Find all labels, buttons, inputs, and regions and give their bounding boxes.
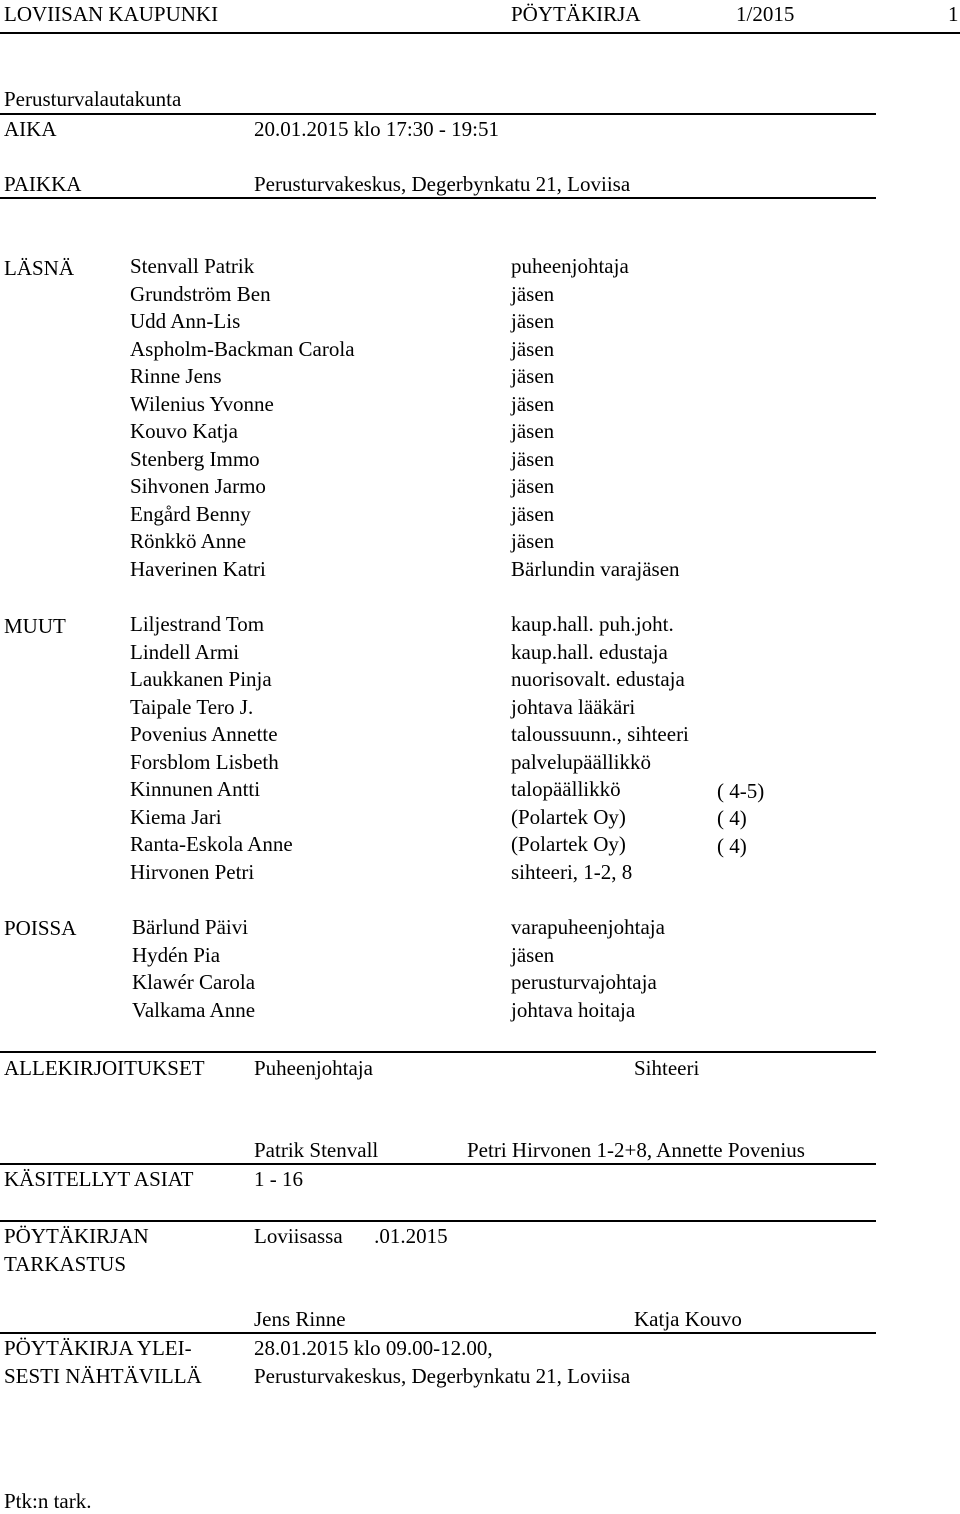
lasna-name: Stenberg Immo — [130, 446, 260, 471]
muut-role: sihteeri, 1-2, 8 — [511, 859, 633, 884]
lasna-name: Udd Ann-Lis — [130, 309, 241, 333]
muut-name: Kinnunen Antti — [130, 777, 261, 801]
secretary-names: Petri Hirvonen 1-2+8, Annette Povenius — [467, 1138, 805, 1162]
poissa-role: johtava hoitaja — [511, 997, 636, 1022]
muut-name: Ranta-Eskola Anne — [130, 832, 293, 856]
tarkastus-place-date: Loviisassa .01.2015 — [254, 1224, 448, 1248]
lasna-name: Grundström Ben — [130, 281, 271, 306]
lasna-role: jäsen — [511, 336, 555, 361]
tarkastus-divider — [0, 1220, 876, 1222]
muut-name: Taipale Tero J. — [130, 694, 254, 719]
checker-2: Katja Kouvo — [634, 1307, 742, 1331]
muut-role: palvelupäällikkö — [511, 749, 651, 774]
lasna-name: Engård Benny — [130, 501, 251, 526]
paikka-label: PAIKKA — [4, 172, 82, 196]
initials-label: Ptk:n tark. — [4, 1489, 92, 1513]
lasna-name: Haverinen Katri — [130, 556, 266, 581]
checker-1: Jens Rinne — [254, 1307, 346, 1331]
aika-label: AIKA — [4, 117, 57, 141]
muut-role: kaup.hall. puh.joht. — [511, 612, 674, 636]
lasna-names — [130, 253, 355, 583]
nahtavilla-label-1: PÖYTÄKIRJA YLEI- — [4, 1336, 192, 1360]
lasna-role: jäsen — [511, 529, 555, 553]
lasna-name: Wilenius Yvonne — [130, 391, 274, 416]
paikka-value: Perusturvakeskus, Degerbynkatu 21, Loviisa — [254, 172, 631, 196]
signatures-label: ALLEKIRJOITUKSET — [4, 1056, 205, 1080]
lasna-role: jäsen — [511, 391, 555, 416]
board-divider — [0, 113, 876, 115]
signatures-divider — [0, 1051, 876, 1053]
muut-name: Laukkanen Pinja — [130, 667, 272, 691]
lasna-role: puheenjohtaja — [511, 254, 629, 278]
tarkastus-label-1: PÖYTÄKIRJAN — [4, 1224, 149, 1248]
kasitellyt-label: KÄSITELLYT ASIAT — [4, 1167, 194, 1191]
lasna-role: jäsen — [511, 309, 555, 333]
lasna-name: Rönkkö Anne — [130, 529, 247, 553]
chair-name: Patrik Stenvall — [254, 1138, 379, 1162]
poissa-name: Hydén Pia — [132, 942, 221, 967]
chair-title: Puheenjohtaja — [254, 1056, 373, 1080]
muut-name: Povenius Annette — [130, 722, 278, 746]
muut-role: johtava lääkäri — [511, 694, 636, 719]
muut-role: kaup.hall. edustaja — [511, 639, 668, 664]
muut-label: MUUT — [4, 614, 66, 638]
page-number: 1 — [948, 2, 959, 26]
muut-role: (Polartek Oy) — [511, 804, 626, 829]
lasna-name: Sihvonen Jarmo — [130, 474, 266, 498]
poissa-name: Bärlund Päivi — [132, 915, 249, 939]
muut-names — [130, 611, 293, 886]
muut-role: (Polartek Oy) — [511, 832, 626, 856]
lasna-role: jäsen — [511, 419, 555, 443]
doc-number: 1/2015 — [736, 2, 795, 26]
poissa-role: jäsen — [511, 942, 555, 967]
muut-name: Lindell Armi — [130, 639, 240, 664]
muut-note: ( 4) — [717, 806, 747, 830]
doc-type: PÖYTÄKIRJA — [511, 2, 641, 26]
lasna-role: Bärlundin varajäsen — [511, 556, 680, 581]
poissa-names — [132, 914, 255, 1024]
muut-role: talopäällikkö — [511, 777, 621, 801]
muut-note: ( 4-5) — [717, 779, 765, 803]
lasna-name: Stenvall Patrik — [130, 254, 255, 278]
lasna-role: jäsen — [511, 281, 555, 306]
lasna-role: jäsen — [511, 446, 555, 471]
nahtavilla-label-2: SESTI NÄHTÄVILLÄ — [4, 1364, 202, 1388]
secretary-title: Sihteeri — [634, 1056, 700, 1080]
poissa-roles — [511, 914, 665, 1024]
lasna-roles — [511, 253, 680, 583]
muut-name: Liljestrand Tom — [130, 612, 265, 636]
board-name: Perusturvalautakunta — [4, 87, 182, 111]
kasitellyt-divider — [0, 1163, 876, 1165]
muut-role: nuorisovalt. edustaja — [511, 667, 685, 691]
muut-roles — [511, 611, 689, 886]
lasna-name: Aspholm-Backman Carola — [130, 336, 355, 361]
muut-name: Kiema Jari — [130, 804, 222, 829]
lasna-role: jäsen — [511, 474, 555, 498]
poissa-label: POISSA — [4, 916, 77, 940]
lasna-role: jäsen — [511, 364, 555, 388]
kasitellyt-value: 1 - 16 — [254, 1167, 303, 1191]
poissa-role: perusturvajohtaja — [511, 970, 657, 994]
paikka-divider — [0, 197, 876, 199]
nahtavilla-date: 28.01.2015 klo 09.00-12.00, — [254, 1336, 493, 1360]
lasna-name: Rinne Jens — [130, 364, 222, 388]
aika-value: 20.01.2015 klo 17:30 - 19:51 — [254, 117, 499, 141]
muut-note: ( 4) — [717, 834, 747, 858]
muut-name: Hirvonen Petri — [130, 859, 255, 884]
lasna-label: LÄSNÄ — [4, 256, 75, 280]
org-name: LOVIISAN KAUPUNKI — [4, 2, 219, 26]
nahtavilla-divider — [0, 1332, 876, 1334]
poissa-name: Klawér Carola — [132, 970, 256, 994]
poissa-role: varapuheenjohtaja — [511, 915, 665, 939]
muut-role: taloussuunn., sihteeri — [511, 722, 689, 746]
nahtavilla-place: Perusturvakeskus, Degerbynkatu 21, Loviisa — [254, 1364, 631, 1388]
lasna-role: jäsen — [511, 501, 555, 526]
tarkastus-label-2: TARKASTUS — [4, 1252, 127, 1276]
poissa-name: Valkama Anne — [132, 997, 256, 1022]
lasna-name: Kouvo Katja — [130, 419, 238, 443]
header-divider — [0, 32, 960, 34]
muut-name: Forsblom Lisbeth — [130, 749, 279, 774]
